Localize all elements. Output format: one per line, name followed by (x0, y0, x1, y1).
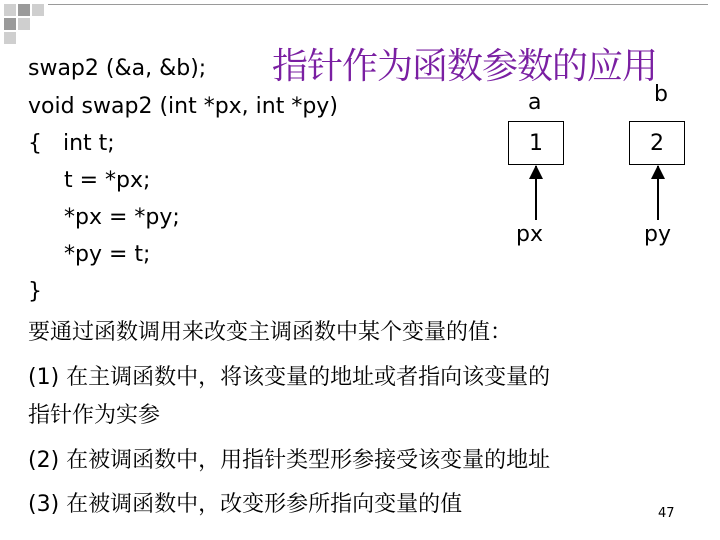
decor-square (18, 4, 30, 16)
note-line: (3) 在被调函数中，改变形参所指向变量的值 (28, 492, 463, 517)
code-line: *px = *py; (64, 205, 180, 230)
code-line: { int t; (28, 131, 115, 156)
var-label-b: b (654, 82, 668, 107)
pointer-label-px: px (516, 222, 543, 247)
pointer-arrow-px (535, 166, 537, 220)
code-line: t = *px; (64, 168, 151, 193)
note-line: (2) 在被调函数中，用指针类型形参接受该变量的地址 (28, 448, 551, 473)
code-header: void swap2 (int *px, int *py) (28, 94, 338, 119)
pointer-label-py: py (644, 222, 671, 247)
decor-square (4, 18, 16, 30)
code-call: swap2 (&a, &b); (28, 56, 207, 81)
code-close-brace: } (28, 279, 42, 304)
memory-box-a (508, 121, 564, 165)
value-a: 1 (529, 131, 543, 156)
slide-title: 指针作为函数参数的应用 (272, 46, 658, 87)
decor-square (4, 32, 16, 44)
note-line: (1) 在主调函数中，将该变量的地址或者指向该变量的 (28, 365, 551, 390)
memory-box-b (629, 121, 685, 165)
pointer-arrow-py (657, 166, 659, 220)
note-line: 指针作为实参 (28, 403, 161, 428)
decor-square (4, 4, 16, 16)
code-line: *py = t; (64, 242, 151, 267)
var-label-a: a (528, 90, 542, 115)
decor-square (18, 18, 30, 30)
note-line: 要通过函数调用来改变主调函数中某个变量的值： (28, 320, 513, 345)
value-b: 2 (650, 131, 664, 156)
decor-square (32, 4, 44, 16)
page-number: 47 (658, 506, 675, 521)
top-rule (48, 4, 708, 5)
